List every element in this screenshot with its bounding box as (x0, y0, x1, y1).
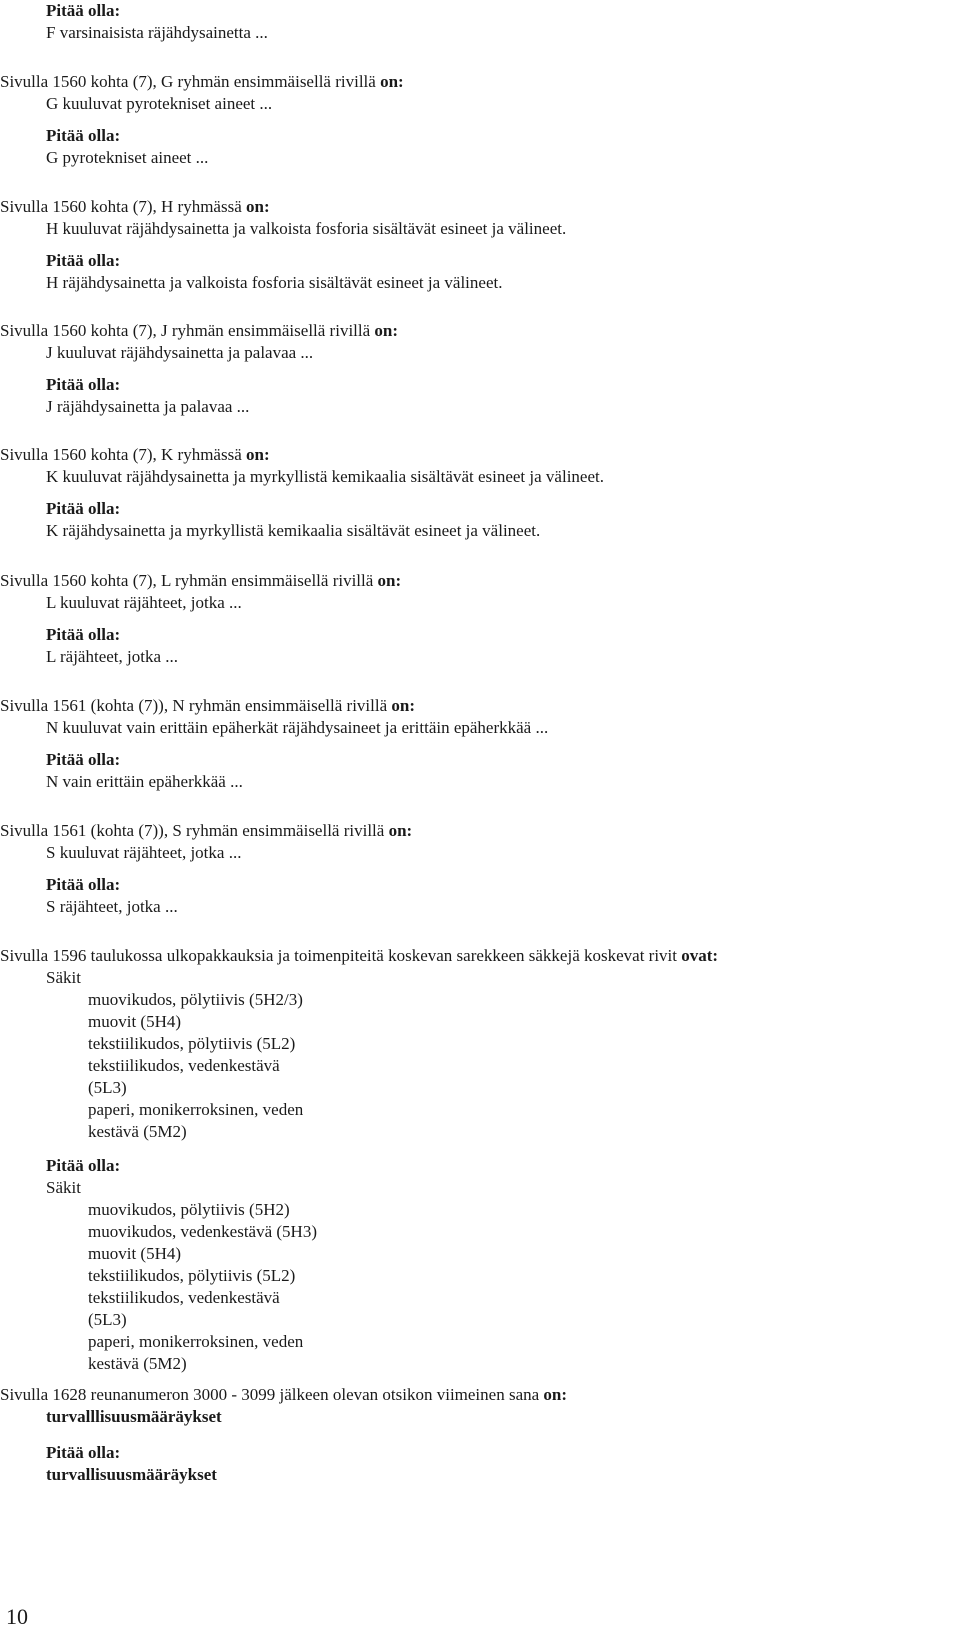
is-word: ovat: (681, 946, 719, 965)
location-text: Sivulla 1560 kohta (7), H ryhmässä (0, 197, 242, 216)
must-be-text: G pyrotekniset aineet ... (46, 148, 209, 167)
location-text: Sivulla 1561 (kohta (7)), N ryhmän ensimmäisellä rivillä (0, 696, 388, 715)
sacks-heading: Säkit (46, 1178, 81, 1197)
correction-entry (0, 1384, 950, 1486)
must-be-label: Pitää olla: (46, 1156, 121, 1175)
must-be-text: J räjähdysainetta ja palavaa ... (46, 397, 250, 416)
must-be-label: Pitää olla: (46, 499, 121, 518)
must-be-label: Pitää olla: (46, 750, 121, 769)
must-be-text: N vain erittäin epäherkkää ... (46, 772, 243, 791)
is-word: on: (543, 1385, 568, 1404)
list-item: (5L3) (88, 1310, 127, 1329)
location-text: Sivulla 1560 kohta (7), G ryhmän ensimmäisellä rivillä (0, 72, 376, 91)
correction-entry (0, 695, 950, 793)
is-word: on: (246, 445, 270, 464)
sacks-entry (0, 945, 950, 1375)
list-item: (5L3) (88, 1078, 127, 1097)
is-word: on: (391, 696, 416, 715)
current-text: K kuuluvat räjähdysainetta ja myrkyllistä kemikaalia sisältävät esineet ja välineet. (46, 467, 604, 486)
current-text: N kuuluvat vain erittäin epäherkät räjähdysaineet ja erittäin epäherkkää ... (46, 718, 549, 737)
list-item: muovit (5H4) (88, 1012, 182, 1031)
location-text: Sivulla 1560 kohta (7), L ryhmän ensimmäisellä rivillä (0, 571, 374, 590)
is-word: on: (380, 72, 404, 91)
current-text: L kuuluvat räjähteet, jotka ... (46, 593, 242, 612)
must-be-text: turvallisuusmääräykset (46, 1465, 217, 1484)
list-item: paperi, monikerroksinen, veden (88, 1100, 304, 1119)
page-number: 10 (6, 1604, 28, 1629)
is-word: on: (246, 197, 270, 216)
is-word: on: (374, 321, 399, 340)
list-item: muovikudos, vedenkestävä (5H3) (88, 1222, 317, 1241)
list-item: tekstiilikudos, vedenkestävä (88, 1056, 280, 1075)
location-text: Sivulla 1561 (kohta (7)), S ryhmän ensimmäisellä rivillä (0, 821, 385, 840)
list-item: muovikudos, pölytiivis (5H2) (88, 1200, 290, 1219)
current-text: S kuuluvat räjähteet, jotka ... (46, 843, 242, 862)
correction-entry (0, 320, 950, 418)
must-be-label: Pitää olla: (46, 1, 121, 20)
correction-entry (0, 196, 950, 294)
is-word: on: (388, 821, 413, 840)
is-word: on: (377, 571, 402, 590)
correction-entry (0, 820, 950, 918)
must-be-text: S räjähteet, jotka ... (46, 897, 178, 916)
current-text: turvalllisuusmääräykset (46, 1407, 222, 1426)
current-text: H kuuluvat räjähdysainetta ja valkoista fosforia sisältävät esineet ja välineet. (46, 219, 567, 238)
list-item: tekstiilikudos, pölytiivis (5L2) (88, 1266, 296, 1285)
location-text: Sivulla 1560 kohta (7), J ryhmän ensimmäisellä rivillä (0, 321, 371, 340)
location-text: Sivulla 1596 taulukossa ulkopakkauksia ja toimenpiteitä koskevan sarekkeen säkkejä koskevat rivit (0, 946, 678, 965)
correction-entry (0, 570, 950, 668)
list-item: muovikudos, pölytiivis (5H2/3) (88, 990, 303, 1009)
list-item: paperi, monikerroksinen, veden (88, 1332, 304, 1351)
current-text: J kuuluvat räjähdysainetta ja palavaa ... (46, 343, 314, 362)
sacks-heading: Säkit (46, 968, 81, 987)
correction-entry (0, 71, 950, 169)
must-be-label: Pitää olla: (46, 375, 121, 394)
location-text: Sivulla 1560 kohta (7), K ryhmässä (0, 445, 242, 464)
list-item: tekstiilikudos, vedenkestävä (88, 1288, 280, 1307)
must-be-label: Pitää olla: (46, 875, 121, 894)
list-item: tekstiilikudos, pölytiivis (5L2) (88, 1034, 296, 1053)
correction-entry (0, 444, 950, 542)
must-be-label: Pitää olla: (46, 625, 121, 644)
must-be-text: L räjähteet, jotka ... (46, 647, 179, 666)
must-be-label: Pitää olla: (46, 1443, 121, 1462)
list-item: kestävä (5M2) (88, 1122, 187, 1141)
must-be-text: F varsinaisista räjähdysainetta ... (46, 23, 268, 42)
must-be-text: H räjähdysainetta ja valkoista fosforia sisältävät esineet ja välineet. (46, 273, 503, 292)
must-be-label: Pitää olla: (46, 126, 121, 145)
must-be-label: Pitää olla: (46, 251, 121, 270)
current-text: G kuuluvat pyrotekniset aineet ... (46, 94, 273, 113)
location-text: Sivulla 1628 reunanumeron 3000 - 3099 jälkeen olevan otsikon viimeinen sana (0, 1385, 540, 1404)
head-correction (0, 0, 950, 44)
must-be-text: K räjähdysainetta ja myrkyllistä kemikaalia sisältävät esineet ja välineet. (46, 521, 541, 540)
list-item: kestävä (5M2) (88, 1354, 187, 1373)
list-item: muovit (5H4) (88, 1244, 182, 1263)
